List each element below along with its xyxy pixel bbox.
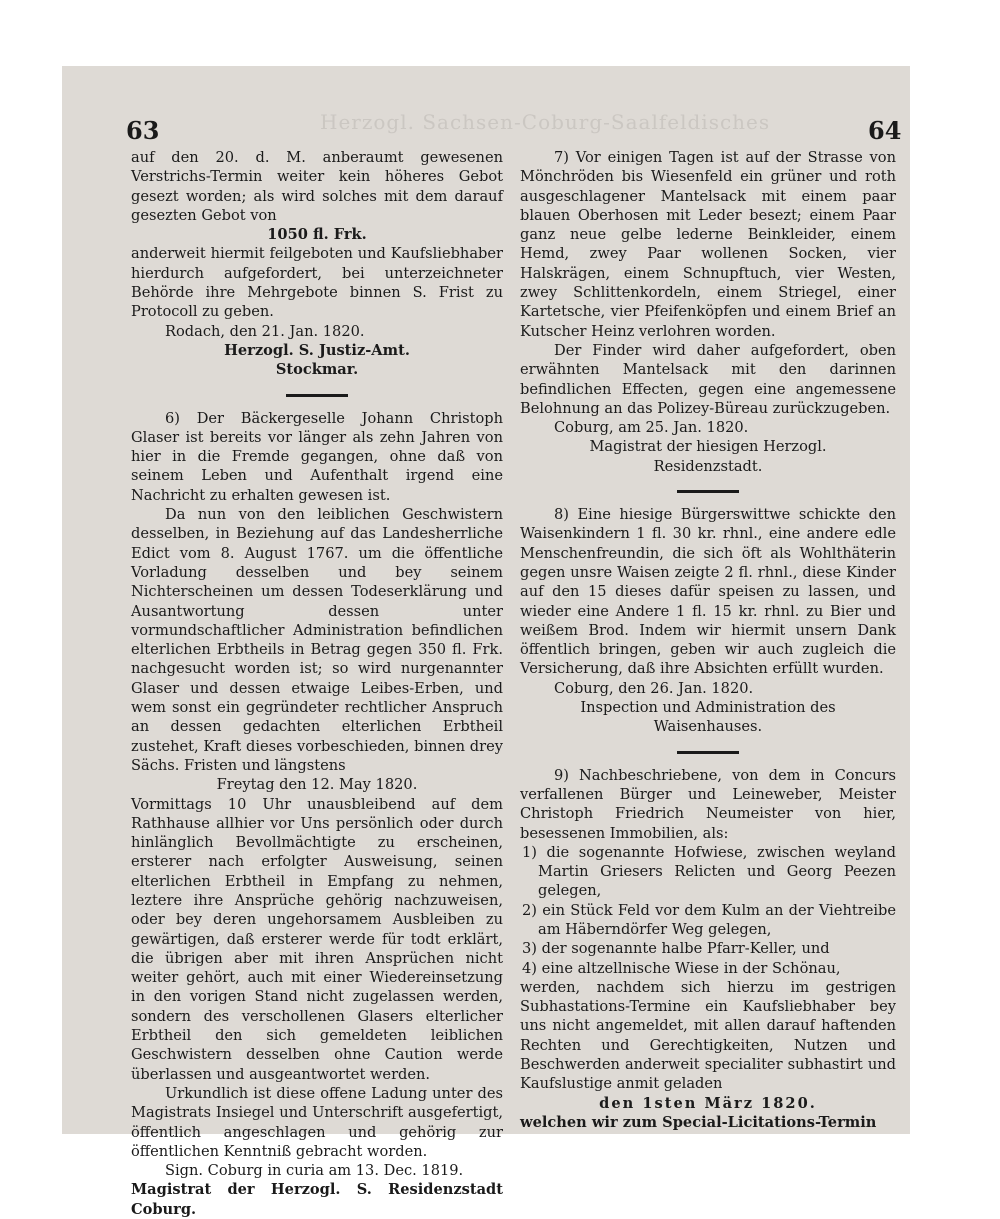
notice-8-date: Coburg, den 26. Jan. 1820. [554,679,754,697]
notice-7-date: Coburg, am 25. Jan. 1820. [554,419,749,437]
notice-6-body: Da nun von den leiblichen Geschwistern desselben, in Beziehung auf das Landesherrliche Edict vom 8. August 1767. um die öffentliche Vorladung desselben und bey seinem Nichterscheinen um dessen Todeserklärung und Ausantwortung dessen unter vormundschaftlicher Administration befindlichen elterlichen Erbtheils in Betrag gegen 350 fl. Frk. nachgesucht worden ist; so wird nurgenannter Glaser und dessen etwaige Leibes-Erben, und wem sonst ein gegründeter rechtlicher Anspruch an dessen gedachten elterlichen Erbtheil zustehet, Kraft dieses vorbeschieden, binnen drey Sächs. Fristen und längstens [131,506,503,774]
section-divider [677,751,739,754]
notice-6-summons: Vormittags 10 Uhr unausbleibend auf dem Rathhause allhier vor Uns persönlich oder durch hinlänglich Bevollmächtigte zu erscheinen, ersterer nach erfolgter Ausweisung, seinen elterlichen Erbtheil in Empfang zu nehmen, leztere ihre Ansprüche gehörig nachzuweisen, oder bey deren ungehorsamem Ausbleiben zu gewärtigen, daß ersterer werde für todt erklärt, die übrigen aber mit ihren Ansprüchen nicht weiter gehört, auch mit einer Wiedereinsetzung in den vorigen Stand nicht zugelassen werden, sondern des verschollenen Glasers elterlicher Erbtheil den sich gemeldeten leiblichen Geschwistern desselben ohne Caution werde überlassen und ausgeantwortet werden. [131,795,503,1083]
page-number-left: 63 [126,116,160,145]
notice-7-signature-office: Magistrat der hiesigen Herzogl. [589,438,827,456]
list-item: 3) der sogenannte halbe Pfarr-Keller, und [522,940,830,958]
notice-7-text: 7) Vor einigen Tagen ist auf der Strasse von Mönchröden bis Wiesenfeld ein grüner und roth ausgeschlagener Mantelsack mit einem paar blauen Oberhosen mit Leder besezt; einem Paar ganz neue gelbe lederne Beinkleider, einem Hemd, zwey Paar wollenen Socken, vier Halskrägen, einem Schnupftuch, vier Westen, zwey Schlittenkordeln, einem Striegel, einer Kartetsche, vier Pfeifenköpfen und einem Brief an Kutscher Heinz verlohren worden. [520,149,896,340]
section-divider [286,394,348,397]
notice-5-text: auf den 20. d. M. anberaumt gewesenen Verstrichs-Termin weiter kein höheres Gebot gesezt worden; als wird solches mit dem darauf gesezten Gebot von [131,149,503,224]
notice-9-body: werden, nachdem sich hierzu im gestrigen Subhastations-Termine ein Kaufsliebhaber bey uns nicht angemeldet, mit allen darauf haftenden Rechten und Gerechtigkeiten, Nutzen und Beschwerden anderweit specialiter subhastirt und Kaufslustige anmit geladen [520,978,896,1093]
notice-5-signature-name: Stockmar. [275,361,359,379]
list-item: 1) die sogenannte Hofwiese, zwischen weyland Martin Griesers Relicten und Georg Peezen gelegen, [522,843,896,900]
notice-5-amount: 1050 fl. Frk. [267,226,367,244]
notice-8-signature-office: Inspection und Administration des [580,699,836,717]
notice-6-attestation: Urkundlich ist diese offene Ladung unter des Magistrats Insiegel und Unterschrift ausgefertigt, öffentlich angeschlagen und gehörig zur öffentlichen Kenntniß gebracht worden. [131,1084,503,1160]
notice-7-signature-town: Residenzstadt. [653,457,763,475]
notice-8-signature-institution: Waisenhauses. [653,718,763,736]
notice-6-intro: 6) Der Bäckergeselle Johann Christoph Glaser ist bereits vor länger als zehn Jahren von hier in die Fremde gegangen, ohne daß von seinem Leben und Aufenthalt irgend eine Nachricht zu erhalten gewesen ist. [131,409,503,504]
notice-7-request: Der Finder wird daher aufgefordert, oben erwähnten Mantelsack mit den darinnen befindlichen Effecten, gegen eine angemessene Belohnung an das Polizey-Büreau zurückzugeben. [520,341,896,417]
notice-5-date: Rodach, den 21. Jan. 1820. [165,322,365,340]
list-item: 4) eine altzellnische Wiese in der Schönau, [522,959,841,977]
notice-5-signature-office: Herzogl. S. Justiz-Amt. [224,341,410,359]
page-number-right: 64 [868,116,902,145]
notice-9-last-line: welchen wir zum Special-Licitations-Termin [520,1113,877,1131]
right-column [520,148,896,1132]
notice-6-signature: Magistrat der Herzogl. S. Residenzstadt Coburg. [131,1181,503,1218]
notice-9-date: den 1sten März 1820. [599,1094,817,1112]
notice-6-deadline: Freytag den 12. May 1820. [216,776,418,794]
section-divider [677,490,739,493]
list-item: 2) ein Stück Feld vor dem Kulm an der Viehtreibe am Häberndörfer Weg gelegen, [522,901,896,938]
notice-6-sign-line: Sign. Coburg in curia am 13. Dec. 1819. [165,1162,464,1180]
ghost-running-head: Herzogl. Sachsen-Coburg-Saalfeldisches [320,110,771,134]
notice-8-text: 8) Eine hiesige Bürgerswittwe schickte den Waisenkindern 1 fl. 30 kr. rhnl., eine andere edle Menschenfreundin, die sich öft als Wohlthäterin gegen unsre Waisen zeigte 2 fl. rhnl., diese Kinder auf den 15 dieses dafür speisen zu lassen, und wieder eine Andere 1 fl. 15 kr. rhnl. zu Bier und weißem Brod. Indem wir hiermit unsern Dank öffentlich bringen, geben wir auch zugleich die Versicherung, daß ihre Absichten erfüllt wurden. [520,506,896,678]
notice-9-intro: 9) Nachbeschriebene, von dem in Concurs verfallenen Bürger und Leineweber, Meister Christoph Friedrich Neumeister von hier, besessenen Immobilien, als: [520,766,896,842]
left-column [131,148,503,1219]
notice-5-text-cont: anderweit hiermit feilgeboten und Kaufsliebhaber hierdurch aufgefordert, bei unterzeichneter Behörde ihre Mehrgebote binnen S. Frist zu Protocoll zu geben. [131,245,503,321]
